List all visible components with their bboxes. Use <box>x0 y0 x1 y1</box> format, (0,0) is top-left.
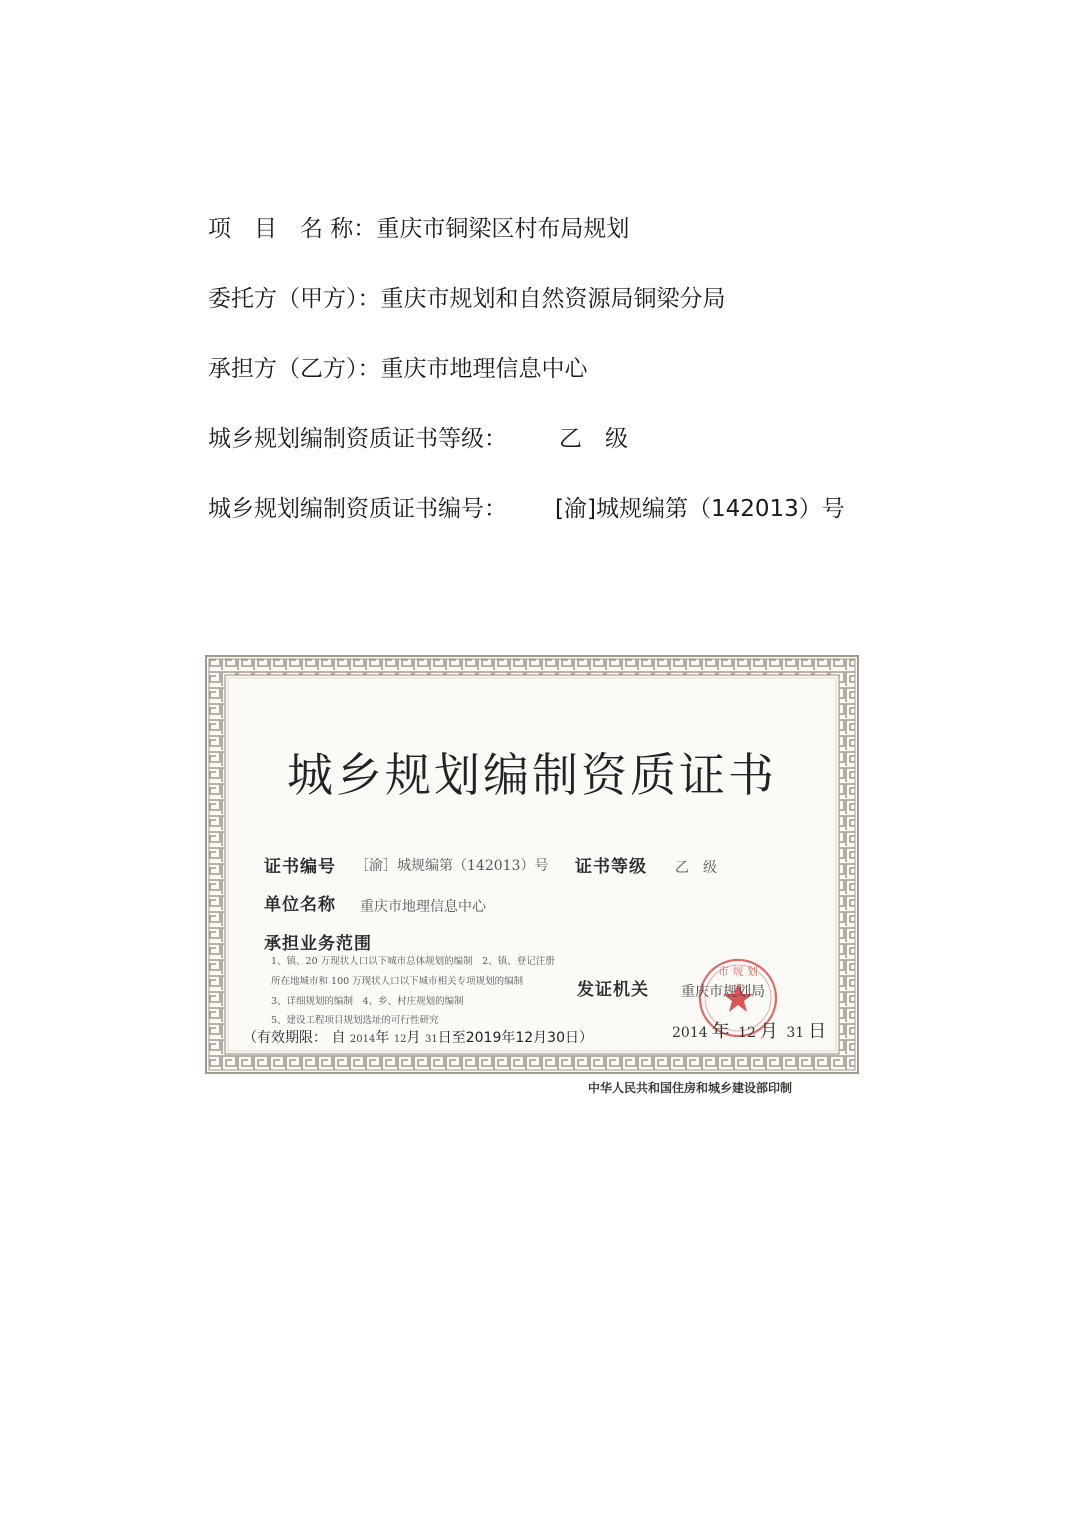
validity-year: 2014 <box>349 1034 376 1045</box>
certificate-image <box>205 655 859 1074</box>
issue-day: 31 <box>786 1025 805 1041</box>
unit-value: 重庆市地理信息中心 <box>360 899 486 915</box>
cert-no-value: ［渝］城规编第（142013）号 <box>355 858 549 874</box>
scope-line: 3、详细规划的编制 4、乡、村庄规划的编制 <box>271 996 464 1007</box>
cert-grade-value: 乙 级 <box>675 860 717 876</box>
contractor-line <box>208 354 588 384</box>
client-label: 委托方（甲方）： <box>208 286 381 312</box>
cert-grade-label: 证书等级 <box>575 857 647 877</box>
validity-rest: 日至2019年12月30日） <box>437 1030 593 1046</box>
validity-open: （有效期限： <box>243 1030 327 1046</box>
cert-number-value: [渝]城规编第（142013）号 <box>555 496 845 522</box>
certificate-title: 城乡规划编制资质证书 <box>287 748 777 802</box>
validity-month-unit: 月 <box>406 1030 421 1046</box>
grade-line <box>208 424 628 454</box>
project-name-line <box>208 214 629 244</box>
scope-label: 承担业务范围 <box>264 934 372 954</box>
scope-line: 1、镇、20 万现状人口以下城市总体规划的编制 2、镇、登记注册 <box>271 956 555 967</box>
client-line <box>208 284 726 314</box>
issue-month-unit: 月 <box>759 1021 778 1042</box>
client-value: 重庆市规划和自然资源局铜梁分局 <box>380 286 726 312</box>
scope-line: 所在地城市和 100 万现状人口以下城市相关专项规划的编制 <box>271 976 524 987</box>
cert-number-line <box>208 494 845 524</box>
issue-day-unit: 日 <box>808 1021 827 1042</box>
contractor-label: 承担方（乙方）： <box>208 356 381 382</box>
validity-day: 31 <box>425 1034 438 1045</box>
contractor-value: 重庆市地理信息中心 <box>380 356 588 382</box>
issuer-value: 重庆市规划局 <box>681 984 765 1000</box>
validity-month: 12 <box>393 1034 407 1045</box>
cert-no-label: 证书编号 <box>264 857 336 877</box>
validity-from: 自 <box>331 1030 346 1046</box>
issue-month: 12 <box>738 1025 756 1041</box>
cert-number-label: 城乡规划编制资质证书编号： <box>208 496 507 522</box>
issue-year: 2014 <box>672 1025 708 1041</box>
project-name-value: 重庆市铜梁区村布局规划 <box>376 216 630 242</box>
printed-by-note: 中华人民共和国住房和城乡建设部印制 <box>588 1081 793 1095</box>
validity-year-unit: 年 <box>375 1030 390 1046</box>
grade-value: 乙 级 <box>559 426 628 452</box>
unit-label: 单位名称 <box>264 895 336 915</box>
project-name-label: 项 目 名 称： <box>208 216 377 242</box>
seal-text: 市 规 划 <box>718 965 758 978</box>
scope-line: 5、建设工程项目规划选址的可行性研究 <box>271 1015 439 1026</box>
issue-year-unit: 年 <box>711 1021 730 1042</box>
validity-period <box>243 1027 593 1047</box>
grade-label: 城乡规划编制资质证书等级： <box>208 426 507 452</box>
issue-date <box>672 1017 830 1043</box>
issuer-label: 发证机关 <box>577 980 649 1000</box>
